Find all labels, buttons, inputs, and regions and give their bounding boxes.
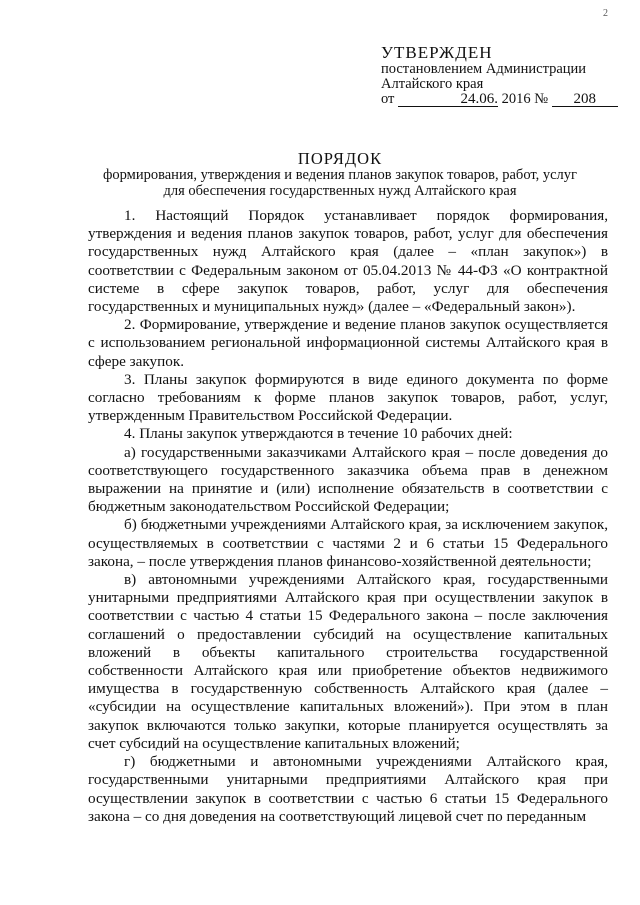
paragraph-4b: б) бюджетными учреждениями Алтайского края, за исключением закупок, осуществляемых в соответствии с частями 2 и 6 статьи 15 Федерального закона, – после утверждения планов финансово-хозяйственной деятельности; [88,516,608,570]
document-subtitle-line-1: формирования, утверждения и ведения планов закупок товаров, работ, услуг [102,167,577,183]
approval-from-label: от [381,91,395,107]
approval-date: 24.06. [398,92,498,107]
paragraph-4a: а) государственными заказчиками Алтайского края – после доведения до соответствующего государственного заказчика объема прав в денежном выражении на принятие и (или) исполнение обязательств в соответствии с бюджетным законодательством Российской Федерации; [88,443,608,516]
paragraph-2: 2. Формирование, утверждение и ведение планов закупок осуществляется с использованием региональной информационной системы Алтайского края в сфере закупок. [88,316,608,370]
document-title: ПОРЯДОК [297,149,383,168]
approval-date-line [381,92,621,107]
paragraph-4v: в) автономными учреждениями Алтайского края, государственными унитарными предприятиями Алтайского края при осуществлении закупок в соответствии с частью 4 статьи 15 Федерального закона – после заключения соглашений о предоставлении субсидий на осуществление капитальных вложений в объекты капитального строительства государственной собственности Алтайского края или приобретение объектов недвижимого имущества в государственную собственность Алтайского края (далее – «субсидии на осуществление капитальных вложений»). При этом в план закупок включаются только закупки, которые планируется осуществлять за счет субсидий на осуществление капитальных вложений; [88,571,608,752]
approval-year: 2016 № [501,91,549,107]
approval-line-2: Алтайского края [381,76,484,92]
approved-heading: УТВЕРЖДЕН [381,43,493,62]
document-body [88,207,608,826]
document-title-block [60,150,620,199]
paragraph-3: 3. Планы закупок формируются в виде единого документа по форме согласно требованиям к форме планов закупок товаров, работ, услуг, утвержденным Правительством Российской Федерации. [88,370,608,425]
page-number: 2 [603,8,608,19]
approval-number: 208 [552,92,618,107]
approval-stamp [381,44,621,107]
paragraph-4g: г) бюджетными и автономными учреждениями Алтайского края, государственными унитарными предприятиями Алтайского края при осуществлении закупок в соответствии с частью 6 статьи 15 Федерального закона – со дня доведения на соответствующий лицевой счет по переданным [88,753,608,825]
paragraph-4: 4. Планы закупок утверждаются в течение 10 рабочих дней: [124,425,513,443]
paragraph-1: 1. Настоящий Порядок устанавливает порядок формирования, утверждения и ведения планов закупок товаров, работ, услуг для обеспечения государственных нужд Алтайского края (далее – «план закупок») в соответствии с Федеральным законом от 05.04.2013 № 44-ФЗ «О контрактной системе в сфере закупок товаров, работ, услуг для обеспечения государственных и муниципальных нужд» (далее – «Федеральный закон»). [88,207,608,316]
approval-line-1: постановлением Администрации [381,61,587,77]
document-subtitle-line-2: для обеспечения государственных нужд Алтайского края [163,182,517,199]
